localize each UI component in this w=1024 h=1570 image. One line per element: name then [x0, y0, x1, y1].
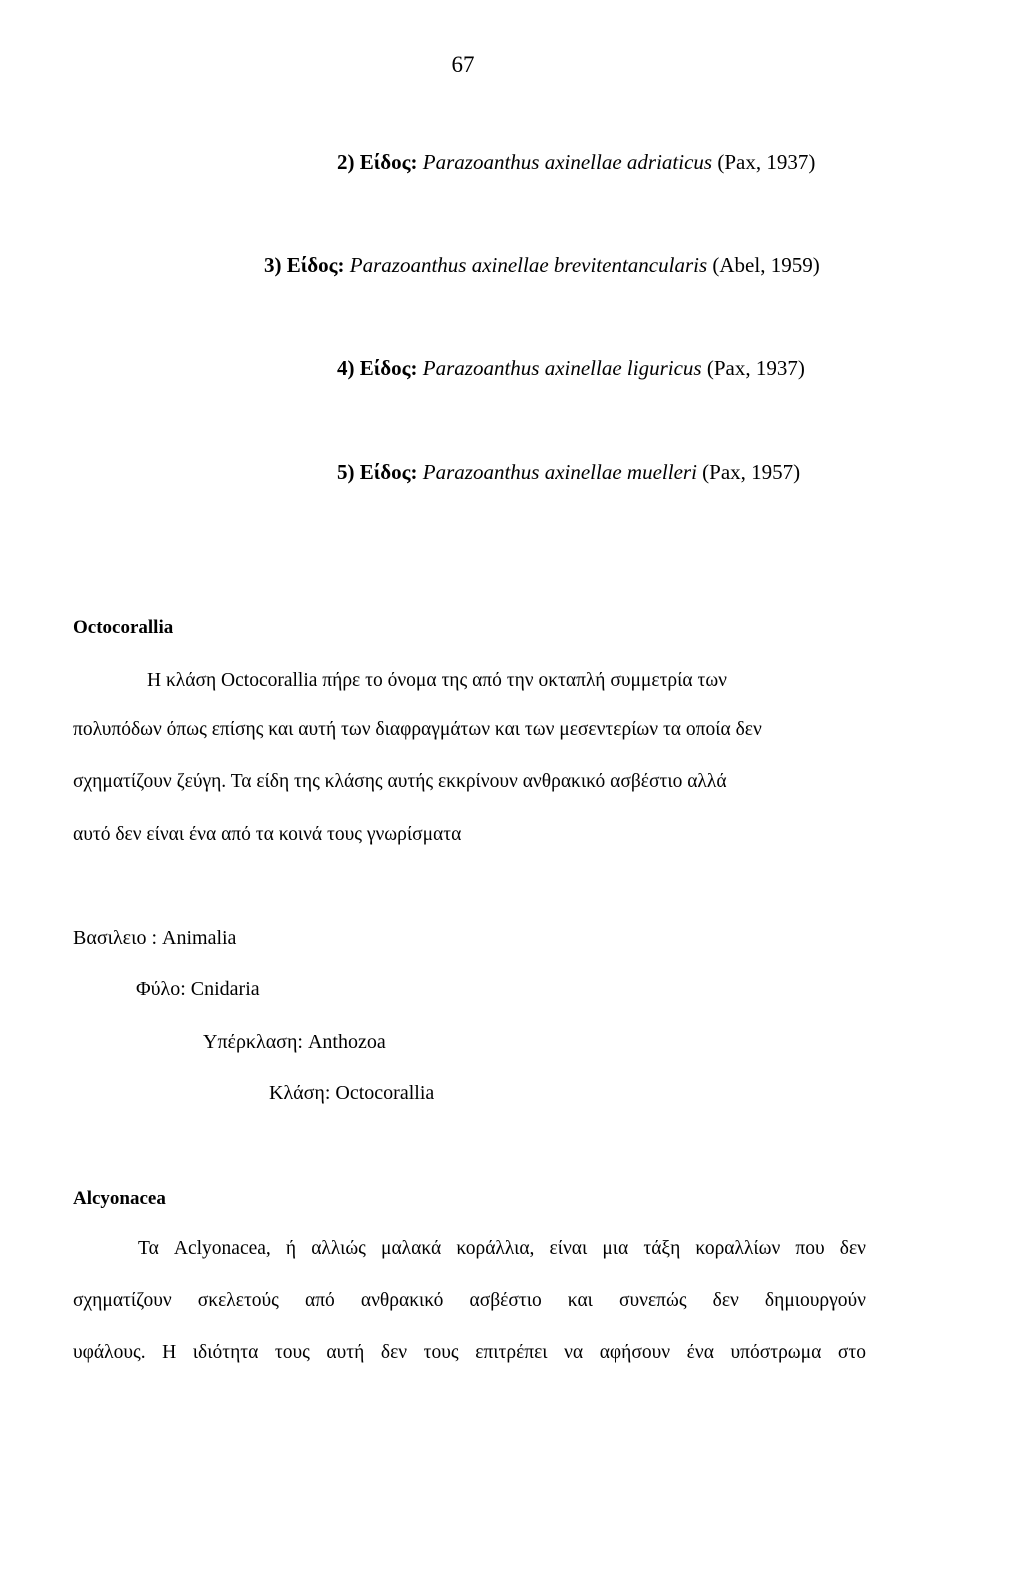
paragraph-line: σχηματίζουν ζεύγη. Τα είδη της κλάσης αυτής εκκρίνουν ανθρακικό ασβέστιο αλλά — [73, 771, 727, 792]
taxonomy-kingdom: Βασιλειο : Animalia — [73, 927, 237, 949]
species-label: Είδος: — [359, 460, 418, 484]
taxonomy-class: Κλάση: Octocorallia — [269, 1082, 435, 1104]
species-item — [337, 356, 805, 381]
paragraph-line: υφάλους. Η ιδιότητα τους αυτή δεν τους επιτρέπει να αφήσουν ένα υπόστρωμα στο — [73, 1342, 866, 1363]
species-item — [337, 460, 800, 485]
species-authority: (Pax, 1957) — [702, 460, 801, 484]
species-authority: (Pax, 1937) — [717, 150, 816, 174]
species-authority: (Pax, 1937) — [706, 356, 805, 380]
section-heading-alcyonacea: Alcyonacea — [73, 1188, 166, 1209]
paragraph-line: Η κλάση Octocorallia πήρε το όνομα της από την οκταπλή συμμετρία των — [147, 670, 727, 691]
paragraph-line: πολυπόδων όπως επίσης και αυτή των διαφραγμάτων και των μεσεντερίων τα οποία δεν — [73, 719, 762, 740]
taxonomy-superclass: Υπέρκλαση: Anthozoa — [203, 1031, 386, 1053]
section-heading-octocorallia: Octocorallia — [73, 617, 174, 638]
species-name: Parazoanthus axinellae brevitentancularis — [349, 253, 708, 277]
species-label: Είδος: — [359, 356, 418, 380]
species-item — [337, 150, 815, 175]
species-number: 5) — [337, 460, 355, 484]
page-number: 67 — [451, 52, 475, 77]
paragraph-line: Τα Aclyonacea, ή αλλιώς μαλακά κοράλλια, είναι μια τάξη κοραλλίων που δεν — [138, 1238, 866, 1259]
paragraph-line: αυτό δεν είναι ένα από τα κοινά τους γνωρίσματα — [73, 824, 462, 845]
taxonomy-phylum: Φύλο: Cnidaria — [136, 978, 260, 1000]
species-authority: (Abel, 1959) — [712, 253, 820, 277]
species-number: 2) — [337, 150, 355, 174]
species-name: Parazoanthus axinellae muelleri — [422, 460, 697, 484]
species-label: Είδος: — [359, 150, 418, 174]
species-name: Parazoanthus axinellae liguricus — [422, 356, 702, 380]
species-item — [264, 253, 820, 278]
species-name: Parazoanthus axinellae adriaticus — [422, 150, 713, 174]
species-label: Είδος: — [286, 253, 345, 277]
species-number: 3) — [264, 253, 282, 277]
species-number: 4) — [337, 356, 355, 380]
paragraph-line: σχηματίζουν σκελετούς από ανθρακικό ασβέστιο και συνεπώς δεν δημιουργούν — [73, 1290, 866, 1311]
